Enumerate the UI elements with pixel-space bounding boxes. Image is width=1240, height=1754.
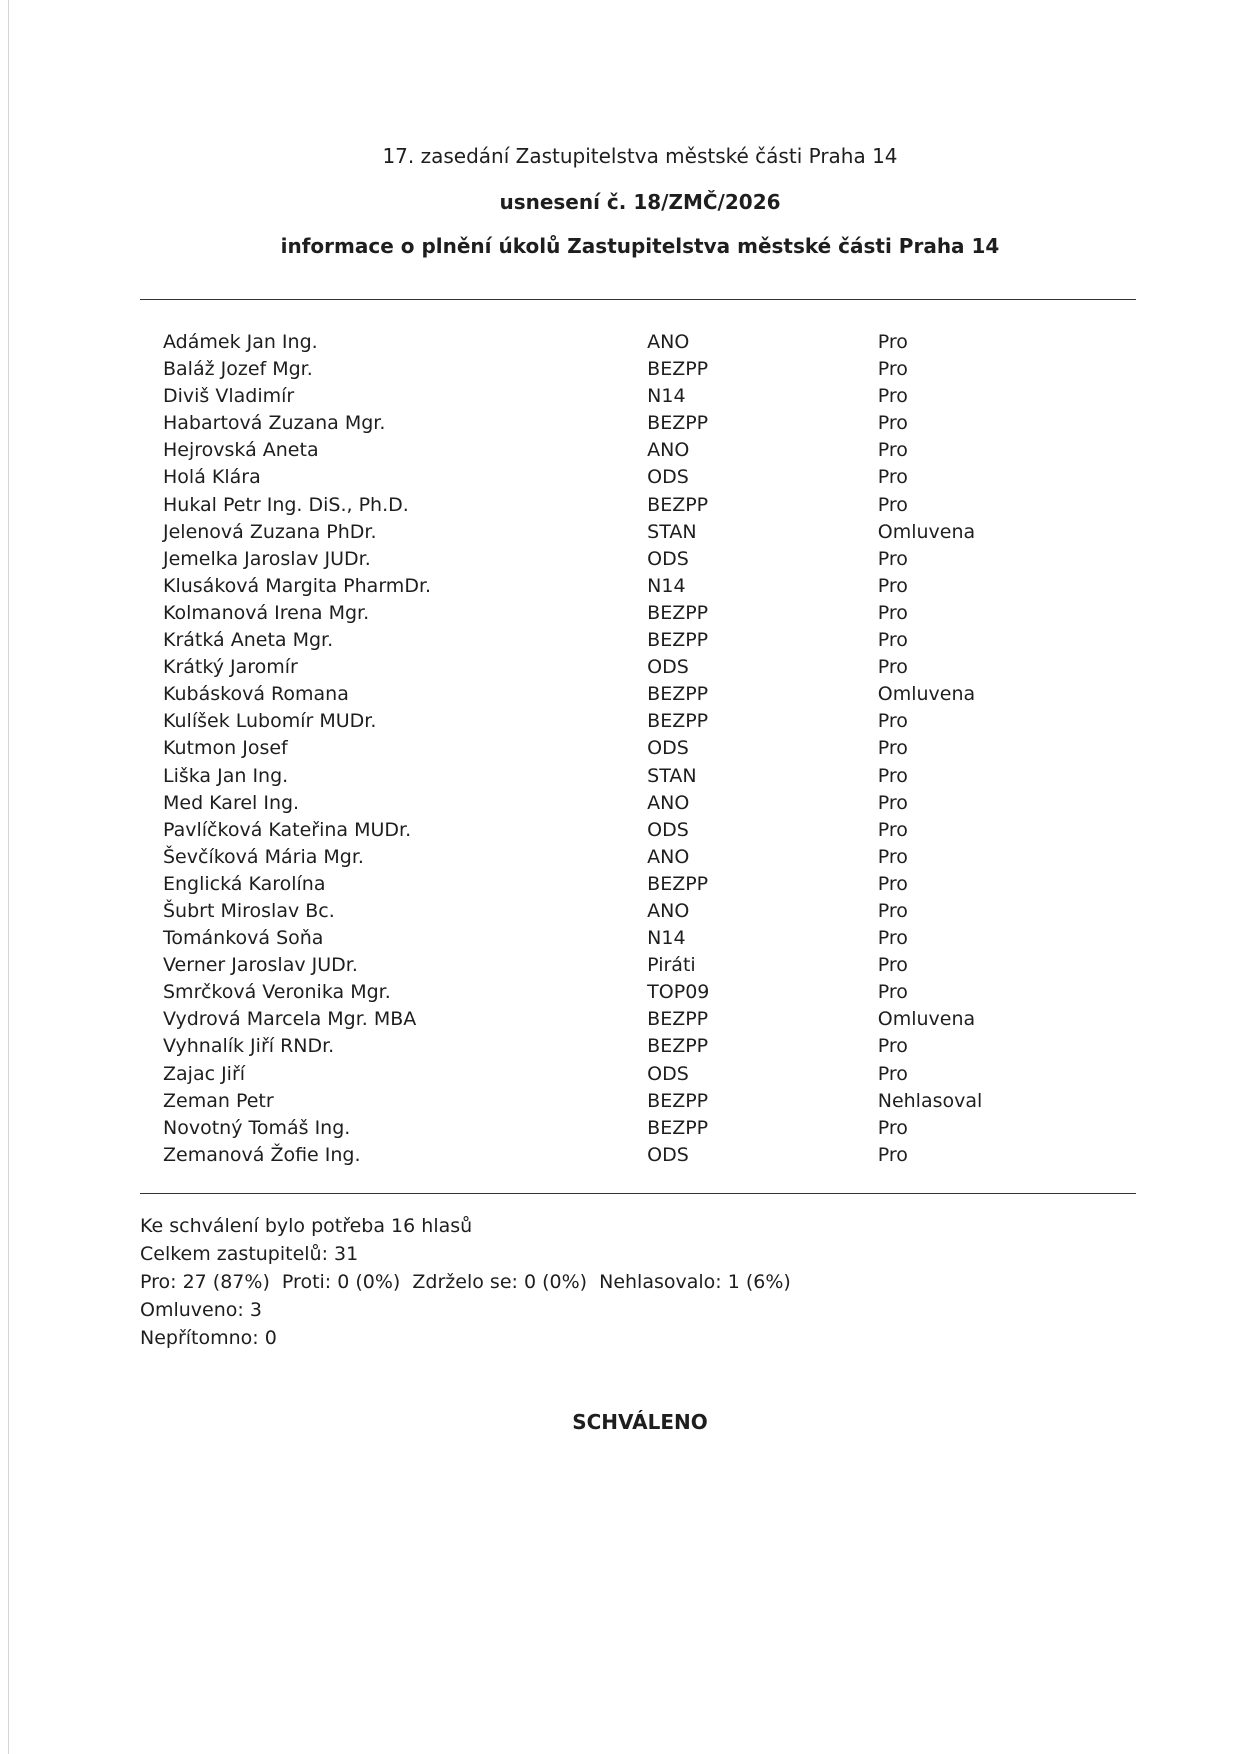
member-party: BEZPP [647, 1035, 709, 1058]
result-status: SCHVÁLENO [572, 1410, 708, 1434]
member-name: Krátký Jaromír [163, 656, 298, 679]
member-vote: Pro [877, 791, 908, 814]
member-party: ODS [647, 737, 689, 760]
member-name: Kutmon Josef [163, 737, 288, 760]
member-party: ANO [647, 791, 690, 814]
member-vote: Pro [877, 547, 908, 570]
vote-row [163, 952, 993, 979]
member-name: Novotný Tomáš Ing. [163, 1116, 351, 1139]
member-party: Piráti [647, 954, 696, 977]
member-name: Smrčková Veronika Mgr. [163, 981, 391, 1004]
member-name: Med Karel Ing. [163, 791, 300, 814]
excused-count: Omluveno: 3 [140, 1299, 262, 1321]
vote-row [163, 492, 993, 519]
member-vote: Pro [877, 764, 908, 787]
member-party: N14 [647, 574, 686, 597]
member-vote: Pro [877, 439, 908, 462]
vote-row [163, 817, 993, 844]
member-vote: Nehlasoval [877, 1089, 983, 1112]
vote-row [163, 546, 993, 573]
vote-row [163, 383, 993, 410]
member-name: Vydrová Marcela Mgr. MBA [163, 1008, 417, 1031]
member-name: Tománková Soňa [163, 927, 324, 950]
member-party: ANO [647, 845, 690, 868]
member-name: Krátká Aneta Mgr. [163, 629, 334, 652]
member-party: BEZPP [647, 358, 709, 381]
member-name: Baláž Jozef Mgr. [163, 358, 313, 381]
member-vote: Omluvena [877, 1008, 976, 1031]
bottom-divider [140, 1193, 1136, 1194]
member-party: STAN [647, 520, 697, 543]
member-party: BEZPP [647, 412, 709, 435]
member-party: ODS [647, 1062, 689, 1085]
member-party: N14 [647, 927, 686, 950]
member-name: Pavlíčková Kateřina MUDr. [163, 818, 412, 841]
member-party: TOP09 [647, 981, 710, 1004]
member-vote: Pro [877, 737, 908, 760]
member-vote: Pro [877, 385, 908, 408]
member-vote: Pro [877, 656, 908, 679]
member-name: Hukal Petr Ing. DiS., Ph.D. [163, 493, 409, 516]
member-vote: Pro [877, 1116, 908, 1139]
resolution-subject: informace o plnění úkolů Zastupitelstva městské části Praha 14 [280, 234, 1000, 258]
member-vote: Pro [877, 899, 908, 922]
member-party: BEZPP [647, 1116, 709, 1139]
member-party: ANO [647, 899, 690, 922]
member-vote: Omluvena [877, 520, 976, 543]
vote-row [163, 763, 993, 790]
vote-row [163, 1033, 993, 1060]
vote-row [163, 329, 993, 356]
vote-row [163, 844, 993, 871]
member-name: Habartová Zuzana Mgr. [163, 412, 386, 435]
member-party: BEZPP [647, 1008, 709, 1031]
member-party: ODS [647, 1143, 689, 1166]
member-vote: Pro [877, 331, 908, 353]
vote-row [163, 1115, 993, 1142]
member-name: Verner Jaroslav JUDr. [163, 954, 358, 977]
member-vote: Omluvena [877, 683, 976, 706]
member-name: Zeman Petr [163, 1089, 274, 1112]
member-party: ODS [647, 656, 689, 679]
member-party: BEZPP [647, 683, 709, 706]
member-party: ODS [647, 818, 689, 841]
vote-row [163, 681, 993, 708]
member-vote: Pro [877, 845, 908, 868]
member-vote: Pro [877, 412, 908, 435]
vote-row [163, 600, 993, 627]
member-party: BEZPP [647, 710, 709, 733]
page-edge [8, 0, 9, 1754]
vote-breakdown: Pro: 27 (87%) Proti: 0 (0%) Zdrželo se: 0 (0%) Nehlasovalo: 1 (6%) [140, 1271, 791, 1293]
member-name: Holá Klára [163, 466, 261, 489]
member-vote: Pro [877, 358, 908, 381]
member-party: BEZPP [647, 601, 709, 624]
member-vote: Pro [877, 818, 908, 841]
total-members: Celkem zastupitelů: 31 [140, 1243, 359, 1265]
member-vote: Pro [877, 629, 908, 652]
member-name: Vyhnalík Jiří RNDr. [163, 1035, 335, 1058]
member-party: N14 [647, 385, 686, 408]
member-vote: Pro [877, 493, 908, 516]
member-name: Jemelka Jaroslav JUDr. [163, 547, 371, 570]
member-party: BEZPP [647, 493, 709, 516]
member-party: ODS [647, 466, 689, 489]
member-name: Šubrt Miroslav Bc. [163, 899, 335, 922]
vote-row [163, 1142, 993, 1169]
member-name: Adámek Jan Ing. [163, 331, 318, 353]
resolution-number: usnesení č. 18/ZMČ/2026 [499, 190, 781, 214]
member-name: Hejrovská Aneta [163, 439, 319, 462]
member-party: BEZPP [647, 1089, 709, 1112]
vote-row [163, 925, 993, 952]
member-name: Liška Jan Ing. [163, 764, 289, 787]
member-name: Zajac Jiří [163, 1062, 246, 1085]
session-title: 17. zasedání Zastupitelstva městské části Praha 14 [382, 144, 898, 168]
member-vote: Pro [877, 710, 908, 733]
member-vote: Pro [877, 574, 908, 597]
member-party: ODS [647, 547, 689, 570]
vote-row [163, 735, 993, 762]
vote-row [163, 790, 993, 817]
vote-row [163, 1088, 993, 1115]
member-name: Jelenová Zuzana PhDr. [163, 520, 377, 543]
member-vote: Pro [877, 981, 908, 1004]
member-name: Klusáková Margita PharmDr. [163, 574, 432, 597]
required-votes: Ke schválení bylo potřeba 16 hlasů [140, 1215, 473, 1237]
member-party: STAN [647, 764, 697, 787]
vote-row [163, 898, 993, 925]
member-vote: Pro [877, 927, 908, 950]
vote-row [163, 871, 993, 898]
member-vote: Pro [877, 954, 908, 977]
member-name: Kubásková Romana [163, 683, 349, 706]
member-name: Diviš Vladimír [163, 385, 295, 408]
member-name: Englická Karolína [163, 872, 326, 895]
vote-summary [140, 1212, 791, 1352]
member-name: Kulíšek Lubomír MUDr. [163, 710, 377, 733]
vote-row [163, 573, 993, 600]
member-party: ANO [647, 439, 690, 462]
member-name: Ševčíková Mária Mgr. [163, 845, 364, 868]
vote-row [163, 356, 993, 383]
absent-count: Nepřítomno: 0 [140, 1327, 277, 1349]
vote-row [163, 410, 993, 437]
vote-row [163, 708, 993, 735]
member-vote: Pro [877, 1035, 908, 1058]
vote-row [163, 519, 993, 546]
member-vote: Pro [877, 466, 908, 489]
member-party: BEZPP [647, 872, 709, 895]
vote-row [163, 437, 993, 464]
member-vote: Pro [877, 1062, 908, 1085]
vote-row [163, 464, 993, 491]
vote-row [163, 654, 993, 681]
member-vote: Pro [877, 872, 908, 895]
vote-row [163, 1006, 993, 1033]
vote-row [163, 979, 993, 1006]
member-vote: Pro [877, 601, 908, 624]
member-name: Zemanová Žofie Ing. [163, 1143, 361, 1166]
member-name: Kolmanová Irena Mgr. [163, 601, 370, 624]
member-vote: Pro [877, 1143, 908, 1166]
member-party: ANO [647, 331, 690, 353]
vote-row [163, 627, 993, 654]
top-divider [140, 299, 1136, 300]
vote-table [163, 329, 993, 1169]
member-party: BEZPP [647, 629, 709, 652]
vote-row [163, 1061, 993, 1088]
